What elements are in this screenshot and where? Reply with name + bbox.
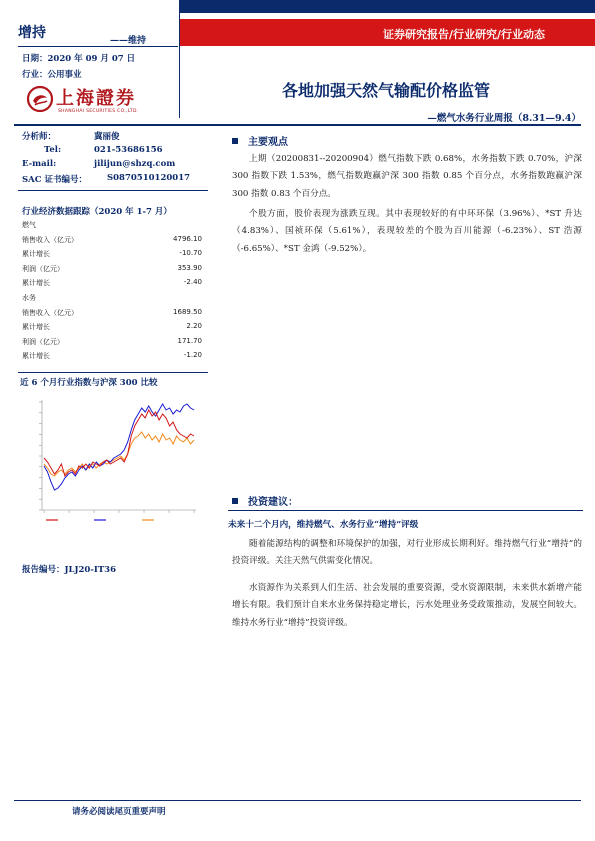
sac-row [22,173,191,185]
tel-label: Tel: [44,145,62,155]
indicator-label: 累计增长 [22,352,50,361]
main-points-paragraph-1: 上期（20200831--20200904）燃气指数下跌 0.68%，水务指数下跌 0.70%，沪深 300 指数下跌 1.53%，燃气指数跑赢沪深 300 指数 0.85 个百分点，水务指数跑赢沪深 300 指数 0.83 个百分点。 [232,154,582,199]
section-invest-title: 投资建议： [248,497,298,508]
company-logo [22,84,162,118]
indicator-label: 累计增长 [22,250,50,259]
indicator-row [22,220,202,233]
invest-paragraph-2: 水资源作为关系到人们生活、社会发展的重要资源，受水资源限制，未来供水新增产能增长有限。我们预计自来水业务保持稳定增长，污水处理业务受政策推动，发展空间较大。维持水务行业“增持”投资评级。 [232,583,582,628]
rating-sub: ——维持 [110,36,147,46]
email-value[interactable]: jilijun@shzq.com [94,159,176,169]
analyst-row [22,130,120,142]
square-bullet-icon [232,138,238,144]
section-main-points-title: 主要观点 [248,137,288,148]
indicator-label: 水务 [22,294,36,302]
indicator-label: 利润（亿元） [22,264,64,273]
indicator-label: 利润（亿元） [22,337,64,346]
tel-value: 021-53686156 [94,145,163,155]
chart-svg [20,390,200,530]
indicator-row [22,322,202,335]
header-vertical-divider [179,0,180,118]
section-invest-heading [232,493,298,508]
indicator-value: 171.70 [177,336,202,345]
main-points-paragraph-2: 个股方面，股价表现为涨跌互现。其中表现较好的有中环环保（3.96%）、*ST 升达（4.83%）、国祯环保（5.61%），表现较差的个股为百川能源（-6.23%）、ST 浩源（-6.65%）、*ST 金鸿（-9.52%）。 [232,209,582,254]
chart-divider [18,372,208,373]
email-label: E-mail: [22,159,57,169]
indicator-value: 1689.50 [173,307,202,316]
indicator-value: -10.70 [179,249,202,258]
sac-value: S0870510120017 [107,173,191,183]
logo-mark-icon [26,85,54,113]
indicator-value: 353.90 [177,263,202,272]
indicator-row [22,351,202,364]
chart-background [20,390,200,530]
indicator-value: 4796.10 [173,234,202,243]
logo-name-cn: 上海證券 [56,88,136,109]
report-subtitle: —燃气水务行业周报（8.31—9.4） [427,113,581,124]
header-bottom-rule [14,124,581,126]
indicator-row [22,337,202,350]
indicator-label: 累计增长 [22,323,50,332]
chart-title: 近 6 个月行业指数与沪深 300 比较 [20,378,158,388]
indicator-label: 燃气 [22,221,36,229]
footer-rule [14,800,581,801]
report-title: 各地加强天然气输配价格监管 [282,81,491,100]
email-row [22,159,176,169]
invest-subheading: 未来十二个月内，维持燃气、水务行业“增持”评级 [228,520,419,530]
report-category: 证券研究报告/行业研究/行业动态 [382,28,545,41]
industry-label: 行业：公用事业 [22,70,82,80]
indicator-row [22,249,202,262]
indicator-row [22,235,202,248]
rating: 增持 [18,25,46,41]
analyst-divider [18,190,208,191]
indicator-row [22,308,202,321]
report-number: 报告编号：JLJ20-IT36 [22,565,117,575]
indicator-value: 2.20 [186,322,202,331]
footer-disclaimer: 请务必阅读尾页重要声明 [72,807,166,817]
invest-divider [228,510,583,511]
indicator-table-title: 行业经济数据跟踪（2020 年 1-7 月） [22,207,172,217]
index-comparison-chart [20,390,200,530]
square-bullet-icon [232,498,238,504]
logo-name-en: SHANGHAI SECURITIES CO.,LTD. [58,109,139,114]
invest-paragraph-1: 随着能源结构的调整和环境保护的加强，对行业形成长期利好。维持燃气行业“增持”的投资评级。关注天然气供需变化情况。 [232,539,582,567]
report-date: 日期：2020 年 09 月 07 日 [22,54,136,64]
indicator-row [22,278,202,291]
rating-divider [18,46,178,47]
tel-row [22,145,163,155]
indicator-row [22,264,202,277]
sac-label: SAC 证书编号： [22,175,87,185]
indicator-label: 销售收入（亿元） [22,308,78,317]
analyst-name: 冀丽俊 [94,132,120,142]
header-navy-bar [180,0,595,13]
indicator-row [22,293,202,306]
indicator-value: -1.20 [183,351,202,360]
analyst-label: 分析师： [22,132,57,142]
indicator-label: 销售收入（亿元） [22,235,78,244]
indicator-value: -2.40 [183,278,202,287]
section-main-points-heading [232,133,288,148]
indicator-label: 累计增长 [22,279,50,288]
